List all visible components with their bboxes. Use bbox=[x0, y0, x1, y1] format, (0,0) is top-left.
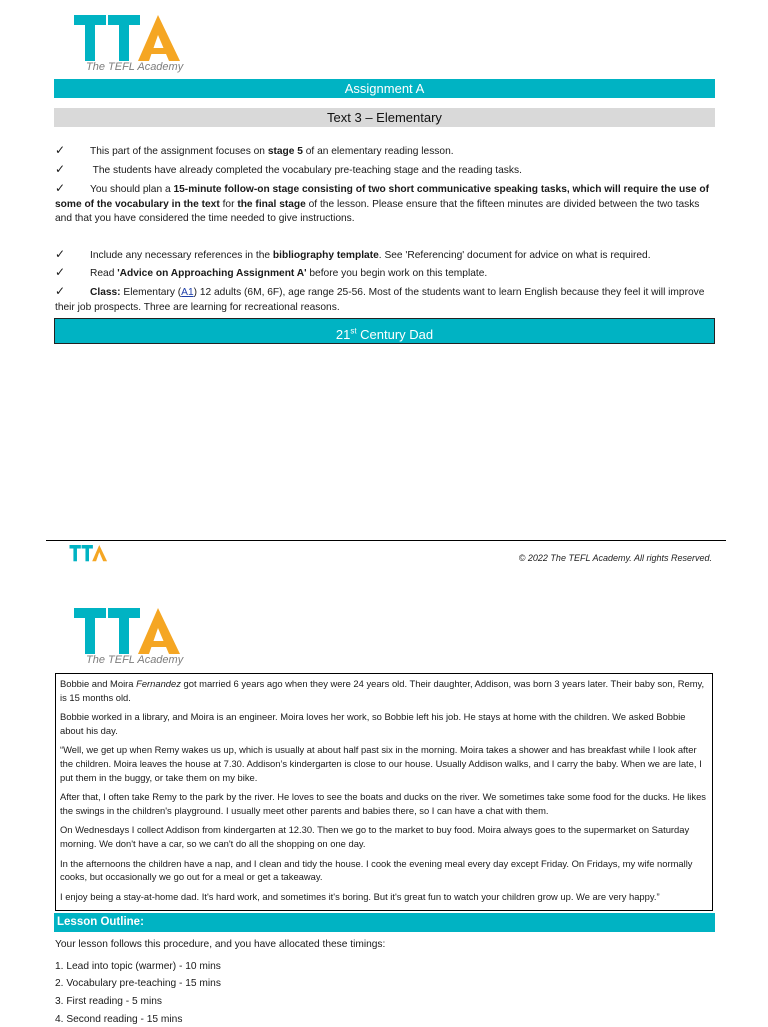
footer-logo-mark bbox=[68, 545, 110, 562]
instruction-text: The students have already completed the vocabulary pre-teaching stage and the reading tasks. bbox=[90, 165, 522, 176]
procedure-item: 2. Vocabulary pre-teaching - 15 mins bbox=[55, 978, 221, 989]
instruction-text: bibliography template bbox=[272, 250, 379, 261]
assignment-title: Assignment A bbox=[54, 79, 715, 98]
story-text: got married 6 years ago when they were 24 years old. Their daughter, Addison, was born 3 years later. Their baby son, Remy, is 15 months old. bbox=[60, 678, 705, 703]
story-text: After that, I often take Remy to the park by the river. He loves to see the boats and ducks on the river. We sometimes take some food for the ducks. He likes the swings in the children's playground. I usually meet other parents and babies there, so I can have a chat with them. bbox=[60, 791, 706, 816]
checkmark-icon: ✓ bbox=[55, 247, 66, 261]
story-text: Fernandez bbox=[136, 678, 181, 689]
level-link[interactable]: A1 bbox=[181, 287, 194, 298]
instruction-text: . See 'Referencing' document for advice on what is required. bbox=[378, 250, 651, 261]
instruction-text: Class: bbox=[90, 287, 121, 298]
instruction-text: ) 12 adults (6M, 6F), age range 25-56. Most of the students want to learn English because they feel it will improve their job prospects. Three are learning for recreational reasons. bbox=[55, 287, 705, 313]
instruction-text: This part of the assignment focuses on bbox=[90, 146, 268, 157]
page-divider bbox=[46, 540, 726, 541]
instruction-text: Elementary ( bbox=[120, 287, 182, 298]
text-title: Text 3 – Elementary bbox=[54, 108, 715, 127]
story-paragraph bbox=[60, 677, 708, 704]
story-text: “Well, we get up when Remy wakes us up, which is usually at about half past six in the morning. Moira takes a shower and has breakfast while I look after the children. Moira leaves the house at 7.30. Addison’s kindergarten is close to our house. Usually Addison walks, and I carry the baby. When we are late, I put them in the buggy, or take them on my bike. bbox=[60, 744, 702, 783]
story-title: 21st Century Dad bbox=[335, 327, 434, 343]
instruction-item bbox=[55, 247, 715, 264]
story-paragraph bbox=[60, 890, 708, 904]
story-text: On Wednesdays I collect Addison from kindergarten at 12.30. Then we go to the market to buy food. Moira always goes to the supermarket on Saturday morning. We don't have a car, so we can't do all the shopping on one day. bbox=[60, 824, 690, 849]
story-title-bar bbox=[54, 318, 715, 344]
procedure-item: 4. Second reading - 15 mins bbox=[55, 1014, 183, 1025]
procedure-item: 3. First reading - 5 mins bbox=[55, 996, 163, 1007]
instruction-item bbox=[55, 265, 715, 282]
instruction-text: 15-minute follow-on stage consisting of two short communicative speaking tasks, which will require the use of some of the vocabulary in the text bbox=[55, 184, 709, 210]
story-paragraph bbox=[60, 857, 708, 884]
checkmark-icon: ✓ bbox=[55, 181, 66, 195]
story-paragraph bbox=[60, 743, 708, 784]
story-text: Bobbie worked in a library, and Moira is an engineer. Moira loves her work, so Bobbie left his job. He stays at home with the children. We asked Bobbie about his day. bbox=[60, 711, 686, 736]
checkmark-icon: ✓ bbox=[55, 265, 66, 279]
instruction-text: before you begin work on this template. bbox=[306, 268, 488, 279]
checkmark-icon: ✓ bbox=[55, 284, 66, 298]
story-paragraph bbox=[60, 823, 708, 850]
story-text-box bbox=[55, 673, 713, 911]
instruction-text: for bbox=[219, 198, 238, 210]
instruction-text: Include any necessary references in the bbox=[90, 250, 273, 261]
checkmark-icon: ✓ bbox=[55, 143, 66, 157]
instruction-item bbox=[55, 162, 715, 179]
story-text: I enjoy being a stay-at-home dad. It's hard work, and sometimes it's boring. But it's great fun to watch your children grow up. We are very happy.” bbox=[60, 890, 660, 902]
instruction-text: You should plan a bbox=[90, 184, 174, 195]
lesson-intro: Your lesson follows this procedure, and you have allocated these timings: bbox=[55, 939, 386, 950]
tta-logo-mark-page2 bbox=[74, 608, 184, 656]
footer-logo bbox=[68, 545, 110, 569]
instruction-item bbox=[55, 181, 715, 227]
story-text: In the afternoons the children have a nap, and I clean and tidy the house. I cook the evening meal every day except Friday. On Fridays, my wife normally cooks, but occasionally we go out for a meal or get a takeaway. bbox=[60, 857, 693, 883]
instruction-item bbox=[55, 284, 715, 315]
story-text: Bobbie and Moira bbox=[60, 678, 137, 689]
tta-logo-page2 bbox=[74, 608, 184, 670]
instruction-text: 'Advice on Approaching Assignment A' bbox=[117, 268, 307, 279]
tta-logo bbox=[74, 15, 184, 77]
instruction-text: of the lesson. Please ensure that the fifteen minutes are divided between the two tasks and that you have considered the time needed to give instructions. bbox=[55, 198, 700, 224]
instruction-text: of an elementary reading lesson. bbox=[302, 146, 454, 157]
story-paragraph bbox=[60, 790, 708, 817]
story-paragraph bbox=[60, 710, 708, 737]
lesson-outline-header: Lesson Outline: bbox=[54, 913, 715, 932]
checkmark-icon: ✓ bbox=[55, 162, 66, 176]
instruction-text: stage 5 bbox=[267, 146, 303, 157]
logo-tagline-page2: The TEFL Academy bbox=[86, 654, 184, 666]
procedure-item: 1. Lead into topic (warmer) - 10 mins bbox=[55, 961, 221, 972]
instruction-text: Read bbox=[90, 268, 118, 279]
copyright-notice: © 2022 The TEFL Academy. All rights Reserved. bbox=[518, 553, 712, 563]
logo-tagline: The TEFL Academy bbox=[86, 61, 184, 73]
tta-logo-mark bbox=[74, 15, 184, 63]
instruction-item bbox=[55, 143, 715, 160]
instruction-text: the final stage bbox=[237, 198, 306, 210]
